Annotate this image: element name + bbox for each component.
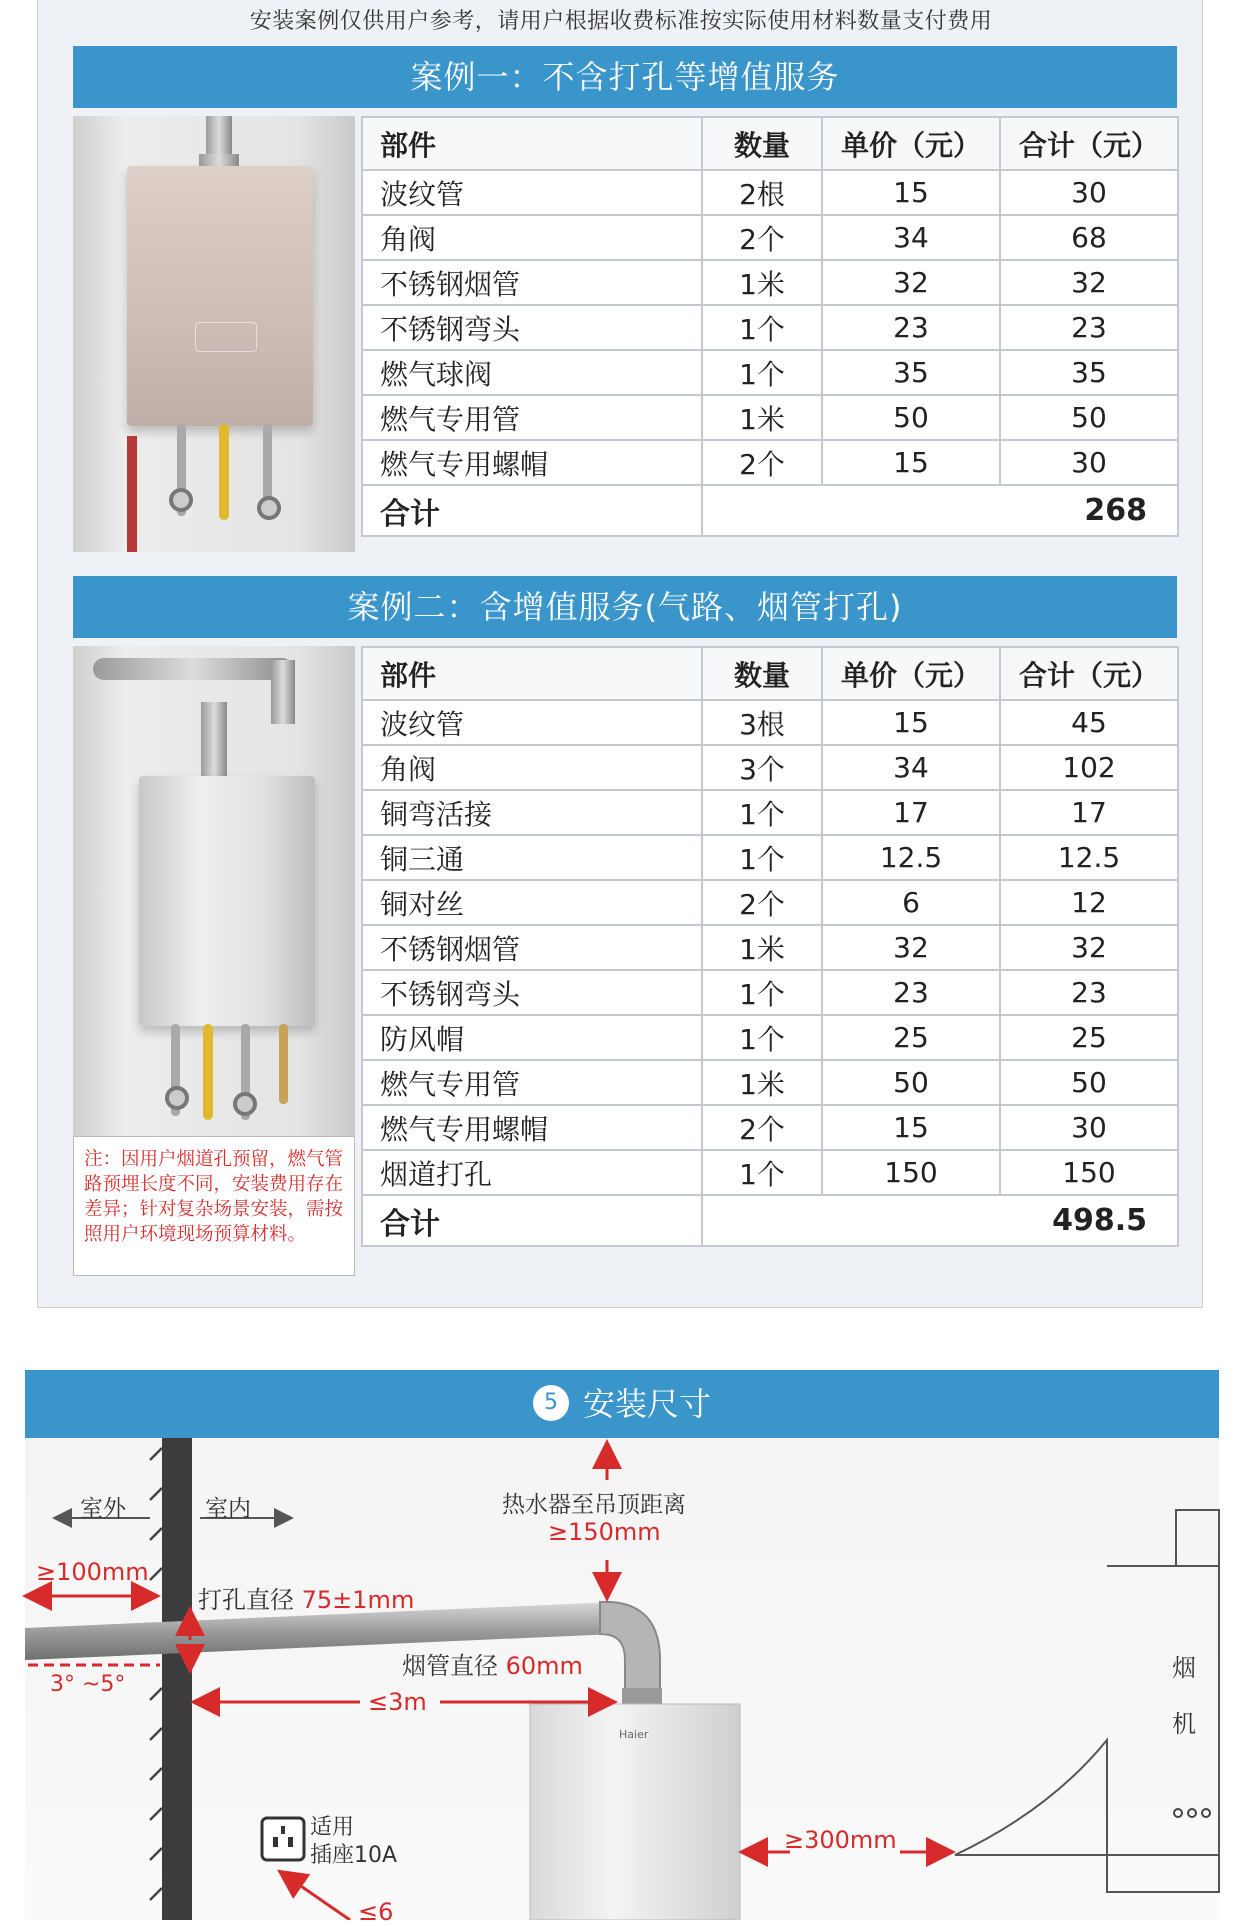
case2-title: 案例二：含增值服务(气路、烟管打孔) [73, 576, 1177, 638]
socket-distance-partial: ≤6 [358, 1898, 394, 1926]
pipe-length-value: ≤3m [368, 1688, 427, 1716]
table-row: 不锈钢弯头 1个 23 23 [362, 970, 1178, 1015]
ceiling-distance-label: 热水器至吊顶距离 [502, 1492, 686, 1518]
table-row: 不锈钢烟管 1米 32 32 [362, 925, 1178, 970]
table-row: 铜三通 1个 12.5 12.5 [362, 835, 1178, 880]
header-subtotal: 合计（元） [1000, 117, 1178, 170]
hood-label-2: 机 [1172, 1710, 1196, 1738]
table-row: 燃气专用螺帽 2个 15 30 [362, 440, 1178, 485]
header-qty: 数量 [702, 117, 822, 170]
total-value: 268 [702, 485, 1178, 536]
total-value: 498.5 [702, 1195, 1178, 1246]
header-unit-price: 单价（元） [822, 647, 1000, 700]
range-hood [955, 1510, 1219, 1892]
socket-label-2: 插座10A [310, 1843, 398, 1868]
hole-diameter-label: 打孔直径 75±1mm [198, 1586, 415, 1614]
total-label: 合计 [362, 485, 702, 536]
section-title: 安装尺寸 [582, 1385, 711, 1423]
hood-label-1: 烟 [1172, 1654, 1196, 1682]
wall-hatch [150, 1448, 162, 1900]
socket-icon [262, 1818, 304, 1860]
table-row: 不锈钢弯头 1个 23 23 [362, 305, 1178, 350]
socket-label-1: 适用 [310, 1815, 355, 1840]
table-row: 燃气专用螺帽 2个 15 30 [362, 1105, 1178, 1150]
wall [162, 1438, 192, 1920]
table-row: 燃气专用管 1米 50 50 [362, 395, 1178, 440]
flue-elbow [600, 1602, 660, 1690]
table-row: 不锈钢烟管 1米 32 32 [362, 260, 1178, 305]
indoor-label: 室内 [205, 1496, 251, 1522]
heater-brand: Haier [619, 1728, 649, 1741]
header-part: 部件 [362, 117, 702, 170]
hood-distance-value: ≥300mm [784, 1826, 897, 1854]
case1-title: 案例一：不含打孔等增值服务 [73, 46, 1177, 108]
table-row: 角阀 2个 34 68 [362, 215, 1178, 260]
total-label: 合计 [362, 1195, 702, 1246]
table-row: 波纹管 3根 15 45 [362, 700, 1178, 745]
header-qty: 数量 [702, 647, 822, 700]
case2-remark: 注：因用户烟道孔预留，燃气管路预埋长度不同，安装费用存在差异；针对复杂场景安装，需按照用户环境现场预算材料。 [73, 1136, 355, 1276]
table-row: 防风帽 1个 25 25 [362, 1015, 1178, 1060]
hole-diameter-value: 75±1mm [301, 1586, 415, 1614]
header-subtotal: 合计（元） [1000, 647, 1178, 700]
header-unit-price: 单价（元） [822, 117, 1000, 170]
pipe-diameter-value: 60mm [505, 1652, 583, 1680]
outside-length-value: ≥100mm [36, 1558, 149, 1586]
pipe-diameter-label: 烟管直径 60mm [402, 1652, 583, 1680]
outdoor-label: 室外 [80, 1496, 126, 1522]
table-row: 铜对丝 2个 6 12 [362, 880, 1178, 925]
section-number-badge: 5 [533, 1385, 569, 1421]
table-row: 铜弯活接 1个 17 17 [362, 790, 1178, 835]
table-row: 波纹管 2根 15 30 [362, 170, 1178, 215]
slope-value: 3° ~5° [50, 1672, 126, 1697]
socket-arrow [282, 1873, 350, 1920]
table-row: 烟道打孔 1个 150 150 [362, 1150, 1178, 1195]
table-row: 角阀 3个 34 102 [362, 745, 1178, 790]
table-row: 燃气专用管 1米 50 50 [362, 1060, 1178, 1105]
table-row: 燃气球阀 1个 35 35 [362, 350, 1178, 395]
ceiling-distance-value: ≥150mm [548, 1518, 661, 1546]
hood-knobs [1174, 1809, 1210, 1817]
top-note: 安装案例仅供用户参考，请用户根据收费标准按实际使用材料数量支付费用 [249, 9, 993, 34]
header-part: 部件 [362, 647, 702, 700]
